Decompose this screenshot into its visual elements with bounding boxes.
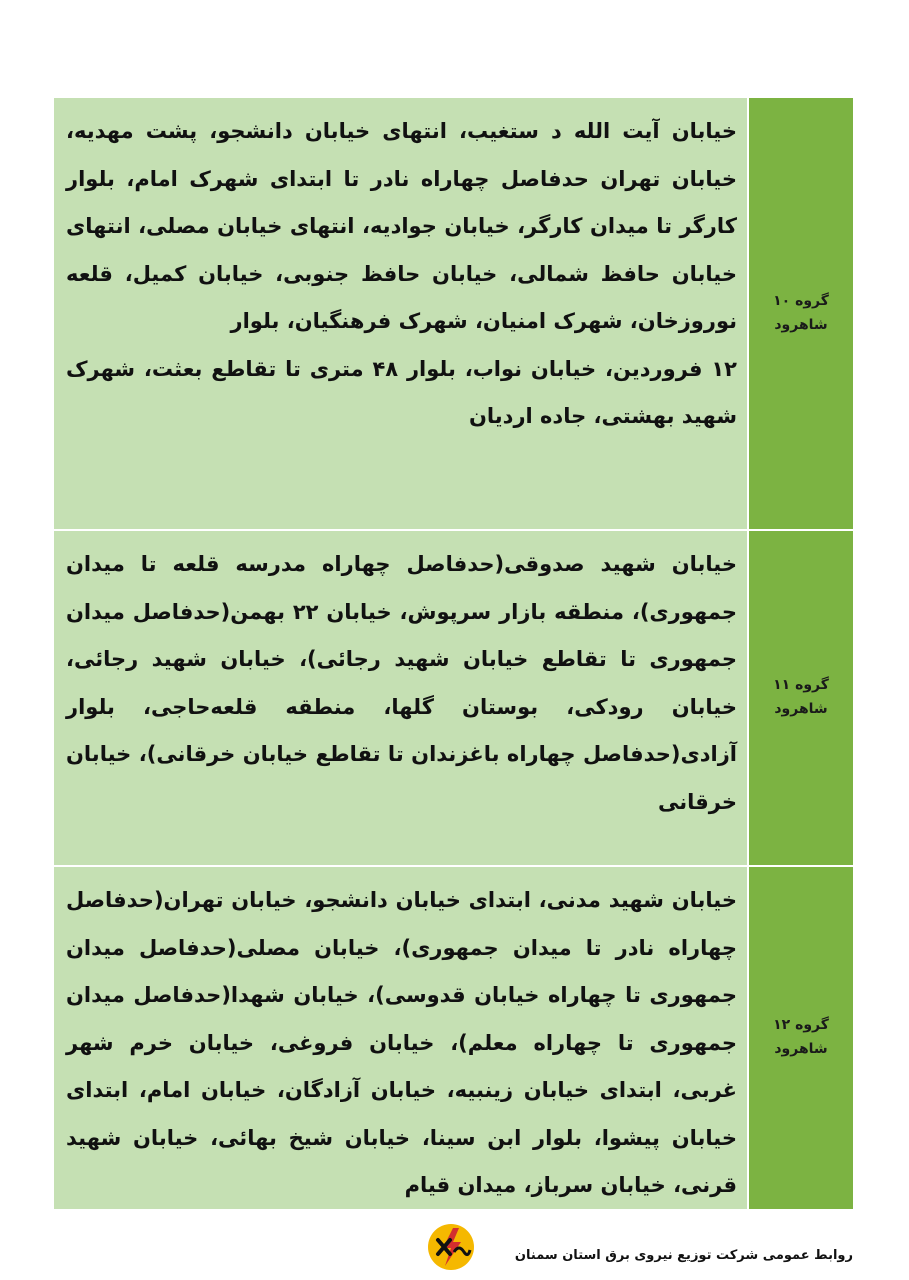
group-cell xyxy=(749,867,853,1209)
table-row-group-11 xyxy=(54,531,853,865)
streets-cell xyxy=(54,867,747,1209)
power-distribution-logo-icon xyxy=(426,1222,476,1272)
group-label: گروه ۱۰ xyxy=(773,292,829,309)
streets-cell xyxy=(54,531,747,865)
streets-paragraph: ۱۲ فروردین، خیابان نواب، بلوار ۴۸ متری تا تقاطع بعثت، شهرک شهید بهشتی، جاده اردیان xyxy=(66,356,737,428)
group-city: شاهرود xyxy=(774,1041,828,1057)
footer-org-name: روابط عمومی شرکت توزیع نیروی برق استان سمنان xyxy=(514,1248,853,1263)
table-row-group-10 xyxy=(54,98,853,529)
group-city: شاهرود xyxy=(774,701,828,717)
streets-paragraph: خیابان آیت الله د ستغیب، انتهای خیابان دانشجو، پشت مهدیه، خیابان تهران حدفاصل چهاراه نادر تا ابتدای شهرک امام، بلوار کارگر تا میدان کارگر، خیابان جوادیه، انتهای خیابان مصلی، انتهای خیابان حافظ شمالی، خیابان حافظ جنوبی، خیابان کمیل، قلعه نوروزخان، شهرک امنیان، شهرک فرهنگیان، بلوار xyxy=(66,119,737,333)
streets-paragraph: خیابان شهید صدوقی(حدفاصل چهاراه مدرسه قلعه تا میدان جمهوری)، منطقه بازار سرپوش، خیابان ۲۲ بهمن(حدفاصل میدان جمهوری تا تقاطع خیابان شهید رجائی)، خیابان شهید رجائی، خیابان رودکی، بوستان گلها، منطقه قلعه‌حاجی، بلوار آزادی(حدفاصل چهاراه باغزندان تا تقاطع خیابان خرقانی)، خیابان خرقانی xyxy=(66,552,737,814)
table-row-group-12 xyxy=(54,867,853,1209)
streets-cell xyxy=(54,98,747,529)
outage-schedule-table xyxy=(54,98,853,1209)
group-city: شاهرود xyxy=(774,316,828,333)
group-label: گروه ۱۲ xyxy=(773,1017,829,1034)
footer xyxy=(0,1218,909,1280)
group-label: گروه ۱۱ xyxy=(773,677,829,694)
streets-paragraph: خیابان شهید مدنی، ابتدای خیابان دانشجو، خیابان تهران(حدفاصل چهاراه نادر تا میدان جمهوری)، خیابان مصلی(حدفاصل میدان جمهوری تا چهاراه خیابان قدوسی)، خیابان شهدا(حدفاصل میدان جمهوری تا چهاراه معلم)، خیابان فروغی، خیابان خرم شهر غربی، ابتدای خیابان زینبیه، خیابان آزادگان، خیابان امام، ابتدای خیابان پیشوا، بلوار ابن سینا، خیابان شیخ بهائی، خیابان شهید قرنی، خیابان سرباز، میدان قیام xyxy=(66,888,737,1197)
group-cell xyxy=(749,98,853,529)
group-cell xyxy=(749,531,853,865)
